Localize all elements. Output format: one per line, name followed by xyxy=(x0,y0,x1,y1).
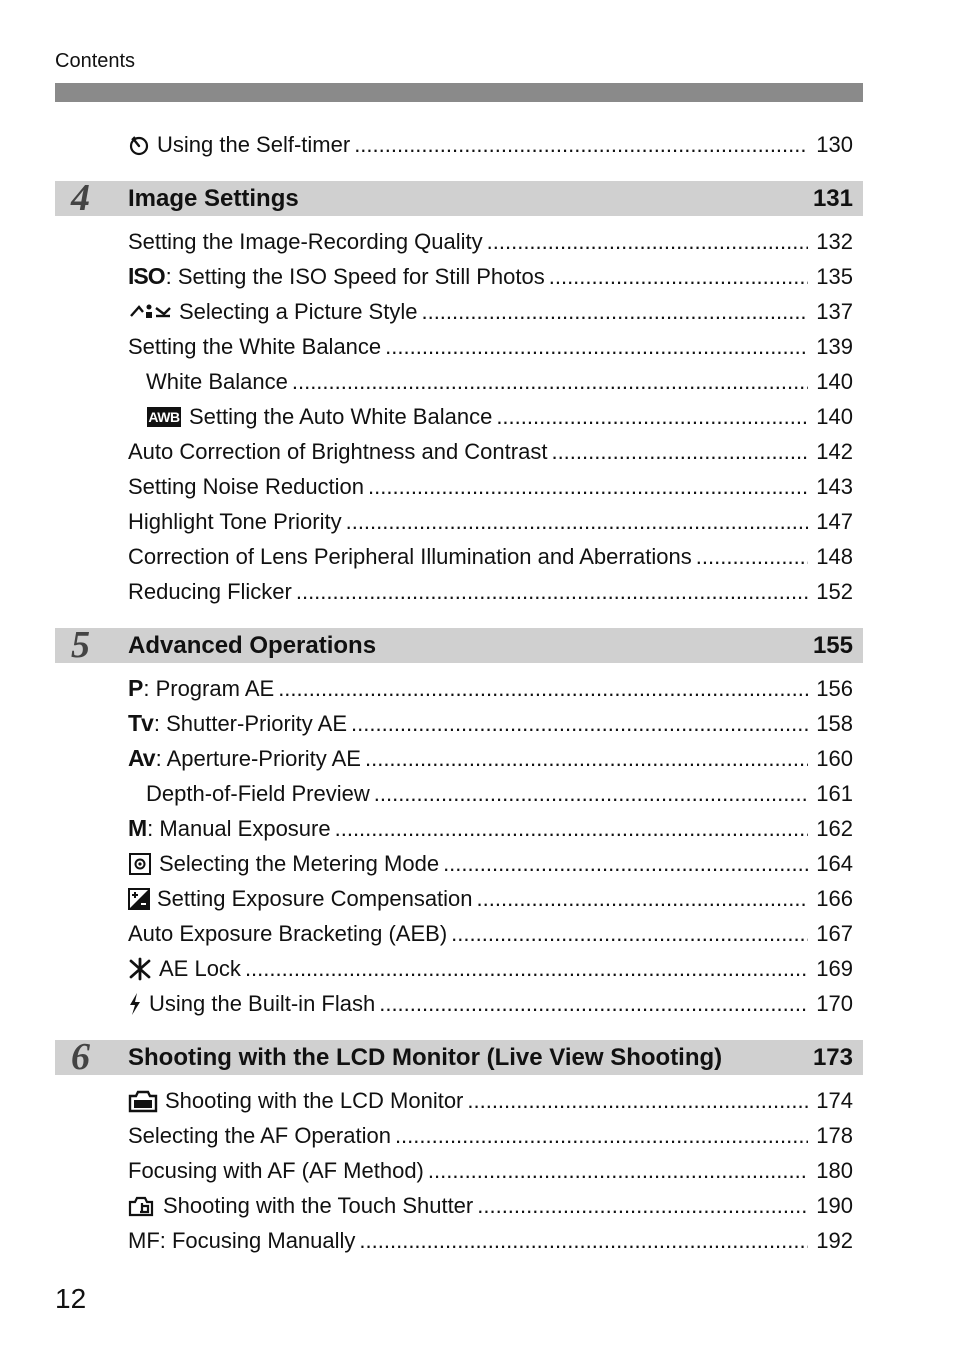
toc-entry-page: 142 xyxy=(816,439,853,464)
toc-entry-label-group xyxy=(128,986,375,1021)
toc-entry-title: : Setting the ISO Speed for Still Photos xyxy=(165,264,545,289)
toc-entry-title: Using the Self-timer xyxy=(157,132,351,157)
toc-entry[interactable] xyxy=(55,1223,863,1258)
toc-entry-label-group xyxy=(128,539,692,574)
toc-entry-page: 192 xyxy=(816,1228,853,1253)
toc-entry-title: Focusing with AF (AF Method) xyxy=(128,1158,424,1183)
dot-leader xyxy=(428,1153,808,1188)
toc-entry-label-group xyxy=(128,294,417,329)
dot-leader xyxy=(549,259,809,294)
toc-entry-label-group xyxy=(128,951,241,986)
toc-entry-label-group xyxy=(128,846,439,881)
toc-entry-title: Depth-of-Field Preview xyxy=(146,781,370,806)
toc-entry-page: 148 xyxy=(816,544,853,569)
toc-entry-page: 137 xyxy=(816,299,853,324)
awb-icon xyxy=(146,406,182,428)
toc-entry-label-group xyxy=(128,574,292,609)
dot-leader xyxy=(551,434,808,469)
flash-icon xyxy=(128,992,142,1016)
dot-leader xyxy=(477,1188,808,1223)
chapter-heading[interactable] xyxy=(55,624,863,666)
toc-entry-page: 140 xyxy=(816,369,853,394)
chapter-page: 155 xyxy=(812,631,853,659)
toc-entry-title: White Balance xyxy=(146,369,288,394)
toc-entry-label-group xyxy=(128,224,483,259)
toc-entry[interactable] xyxy=(55,224,863,259)
toc-entry[interactable] xyxy=(55,776,863,811)
toc-entry-label-group xyxy=(146,776,370,811)
toc-entry-page: 167 xyxy=(816,921,853,946)
toc-entry-page: 135 xyxy=(816,264,853,289)
toc-entry-label-group xyxy=(146,399,492,434)
self-timer-icon xyxy=(128,134,150,156)
toc-entry-label-group xyxy=(128,1118,391,1153)
live-view-camera-icon xyxy=(128,1089,158,1113)
toc-entry[interactable] xyxy=(55,127,863,162)
toc-entry-label-group xyxy=(128,741,361,776)
toc-entry-label-group xyxy=(128,434,547,469)
toc-entry-page: 161 xyxy=(816,781,853,806)
toc-entry-title: : Program AE xyxy=(143,676,275,701)
chapter-title: Image Settings xyxy=(128,184,299,212)
header-bar xyxy=(55,83,863,102)
dot-leader xyxy=(292,364,808,399)
dot-leader xyxy=(421,294,808,329)
toc-entry-label-group xyxy=(128,671,274,706)
toc-entry-title: Reducing Flicker xyxy=(128,579,292,604)
toc-entry-title: : Manual Exposure xyxy=(147,816,331,841)
toc-entry-page: 139 xyxy=(816,334,853,359)
ae-lock-icon xyxy=(128,957,152,981)
toc-entry-title: : Shutter-Priority AE xyxy=(153,711,348,736)
toc-entry-title: MF: Focusing Manually xyxy=(128,1228,356,1253)
toc-entry-page: 140 xyxy=(816,404,853,429)
page-number: 12 xyxy=(55,1283,87,1314)
toc-entry-title: Highlight Tone Priority xyxy=(128,509,342,534)
toc-entry[interactable] xyxy=(55,811,863,846)
toc-entry-page: 156 xyxy=(816,676,853,701)
toc-entry-title: Selecting the AF Operation xyxy=(128,1123,391,1148)
toc-entry[interactable] xyxy=(55,671,863,706)
toc-entry-title: Auto Exposure Bracketing (AEB) xyxy=(128,921,448,946)
toc-entry[interactable] xyxy=(55,364,863,399)
dot-leader xyxy=(368,469,808,504)
toc-entry-title: Setting the Image-Recording Quality xyxy=(128,229,483,254)
toc-entry-label-group xyxy=(128,504,342,539)
table-of-contents xyxy=(55,127,863,1258)
chapter-title: Shooting with the LCD Monitor (Live View Shooting) xyxy=(128,1043,723,1071)
toc-entry-label-group xyxy=(128,706,347,741)
toc-entry-label-group xyxy=(128,469,364,504)
toc-entry-page: 158 xyxy=(816,711,853,736)
toc-entry[interactable] xyxy=(55,329,863,364)
chapter-number: 5 xyxy=(71,624,90,666)
toc-entry[interactable] xyxy=(55,469,863,504)
toc-entry-page: 162 xyxy=(816,816,853,841)
toc-entry[interactable] xyxy=(55,986,863,1021)
toc-entry-label-group xyxy=(128,259,545,294)
dot-leader xyxy=(374,776,809,811)
dot-leader xyxy=(467,1083,808,1118)
manual-mode-icon: M xyxy=(128,815,147,841)
toc-entry-label-group xyxy=(128,1083,463,1118)
toc-entry[interactable] xyxy=(55,539,863,574)
toc-entry[interactable] xyxy=(55,916,863,951)
toc-entry-page: 147 xyxy=(816,509,853,534)
dot-leader xyxy=(379,986,808,1021)
toc-entry-title: Shooting with the Touch Shutter xyxy=(163,1193,474,1218)
picture-style-icon xyxy=(128,302,172,322)
toc-entry-label-group xyxy=(146,364,288,399)
toc-entry[interactable] xyxy=(55,1188,863,1223)
toc-entry-page: 164 xyxy=(816,851,853,876)
toc-entry-label-group xyxy=(128,881,473,916)
toc-entry-title: Auto Correction of Brightness and Contrast xyxy=(128,439,548,464)
toc-entry-title: Setting Exposure Compensation xyxy=(157,886,473,911)
toc-entry-page: 160 xyxy=(816,746,853,771)
toc-entry[interactable] xyxy=(55,259,863,294)
iso-icon: ISO xyxy=(128,263,165,289)
touch-shutter-icon xyxy=(128,1194,156,1218)
toc-entry-page: 152 xyxy=(816,579,853,604)
toc-entry-title: : Aperture-Priority AE xyxy=(155,746,361,771)
toc-entry-page: 174 xyxy=(816,1088,853,1113)
chapter-number: 6 xyxy=(71,1036,90,1078)
toc-entry-page: 130 xyxy=(816,132,853,157)
toc-entry-label-group xyxy=(128,1153,424,1188)
program-mode-icon: P xyxy=(128,675,143,701)
toc-entry-title: Setting the Auto White Balance xyxy=(189,404,493,429)
toc-entry-title: Using the Built-in Flash xyxy=(149,991,376,1016)
dot-leader xyxy=(346,504,809,539)
toc-entry-title: AE Lock xyxy=(159,956,241,981)
toc-entry-label-group xyxy=(128,127,350,162)
toc-entry[interactable] xyxy=(55,574,863,609)
dot-leader xyxy=(245,951,808,986)
running-header: Contents xyxy=(55,50,136,72)
toc-entry[interactable] xyxy=(55,1153,863,1188)
toc-entry-page: 169 xyxy=(816,956,853,981)
exposure-compensation-icon xyxy=(128,888,150,910)
svg-text:AWB: AWB xyxy=(148,408,180,425)
toc-entry-page: 178 xyxy=(816,1123,853,1148)
dot-leader xyxy=(443,846,808,881)
toc-entry-page: 166 xyxy=(816,886,853,911)
toc-entry[interactable] xyxy=(55,294,863,329)
toc-entry-page: 170 xyxy=(816,991,853,1016)
dot-leader xyxy=(359,1223,808,1258)
chapter-heading[interactable] xyxy=(55,177,863,219)
chapter-heading[interactable] xyxy=(55,1036,863,1078)
dot-leader xyxy=(451,916,808,951)
toc-entry[interactable] xyxy=(55,951,863,986)
toc-entry-page: 190 xyxy=(816,1193,853,1218)
toc-entry-title: Setting Noise Reduction xyxy=(128,474,365,499)
toc-entry[interactable] xyxy=(55,1118,863,1153)
chapter-page: 173 xyxy=(812,1043,853,1071)
toc-entry-page: 143 xyxy=(816,474,853,499)
toc-entry[interactable] xyxy=(55,741,863,776)
toc-entry[interactable] xyxy=(55,706,863,741)
dot-leader xyxy=(335,811,809,846)
toc-entry[interactable] xyxy=(55,846,863,881)
toc-entry-title: Setting the White Balance xyxy=(128,334,382,359)
toc-entry-title: Selecting the Metering Mode xyxy=(159,851,440,876)
toc-entry[interactable] xyxy=(55,504,863,539)
toc-entry[interactable] xyxy=(55,434,863,469)
dot-leader xyxy=(477,881,809,916)
aperture-priority-icon: Av xyxy=(128,745,155,771)
dot-leader xyxy=(385,329,808,364)
toc-entry[interactable] xyxy=(55,881,863,916)
chapter-number: 4 xyxy=(71,177,90,219)
toc-entry-label-group xyxy=(128,916,447,951)
toc-entry[interactable] xyxy=(55,1083,863,1118)
dot-leader xyxy=(365,741,808,776)
toc-entry-page: 132 xyxy=(816,229,853,254)
toc-entry-title: Selecting a Picture Style xyxy=(179,299,418,324)
toc-entry-title: Shooting with the LCD Monitor xyxy=(165,1088,464,1113)
dot-leader xyxy=(395,1118,808,1153)
dot-leader xyxy=(278,671,808,706)
toc-entry-label-group xyxy=(128,1223,355,1258)
dot-leader xyxy=(351,706,808,741)
dot-leader xyxy=(487,224,809,259)
chapter-title: Advanced Operations xyxy=(128,631,377,659)
toc-entry-label-group xyxy=(128,329,381,364)
toc-entry-page: 180 xyxy=(816,1158,853,1183)
metering-mode-icon xyxy=(128,852,152,876)
dot-leader xyxy=(354,127,808,162)
dot-leader xyxy=(296,574,808,609)
toc-entry[interactable] xyxy=(55,399,863,434)
shutter-priority-icon: Tv xyxy=(128,710,153,736)
dot-leader xyxy=(496,399,808,434)
toc-entry-label-group xyxy=(128,1188,473,1223)
toc-entry-label-group xyxy=(128,811,331,846)
toc-entry-title: Correction of Lens Peripheral Illumination and Aberrations xyxy=(128,544,692,569)
dot-leader xyxy=(696,539,809,574)
chapter-page: 131 xyxy=(812,184,853,212)
